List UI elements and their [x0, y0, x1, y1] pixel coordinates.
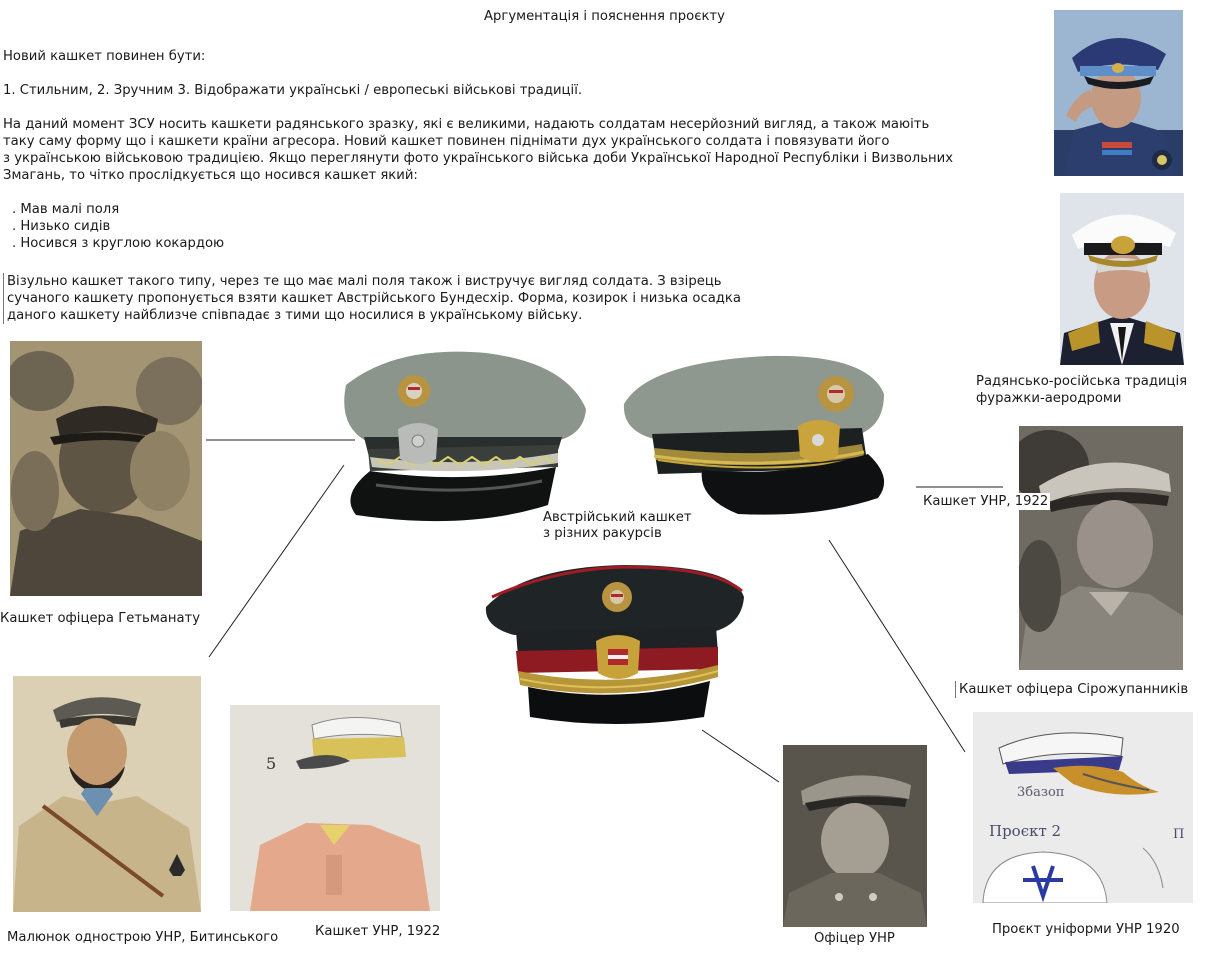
- caption-austrian: Австрійський кашкет: [543, 510, 692, 525]
- paragraph-line: таку саму форму що і кашкети країни агресора. Новий кашкет повинен піднімати дух українського солдата і повязувати його: [3, 134, 890, 149]
- austrian-cap-dress-image: [484, 561, 746, 731]
- austrian-cap-front-image: [336, 345, 590, 535]
- caption-soviet: фуражки-аеродроми: [976, 391, 1122, 406]
- bytynsky-drawing: [13, 676, 201, 912]
- soviet-general-photo: [1054, 10, 1183, 176]
- feature-item: . Мав малі поля: [12, 202, 120, 217]
- caption-project-1920: Проєкт уніформи УНР 1920: [992, 922, 1180, 937]
- caption-austrian: з різних ракурсів: [543, 526, 662, 541]
- sketch-side-letter: П: [1173, 827, 1185, 842]
- page-title: Аргументація і пояснення проєкту: [484, 9, 725, 24]
- austrian-cap-side-image: [618, 348, 894, 528]
- caption-soviet: Радянсько-російська традиція: [976, 374, 1188, 389]
- caption-sich: Кашкет офіцера Сірожупанників: [955, 681, 1188, 698]
- unr-1922-photo: [1019, 426, 1183, 670]
- hetmanate-officer-photo: [10, 341, 202, 596]
- unr-officer-photo: [783, 745, 927, 927]
- paragraph-line: даного кашкету найблизче співпадає з тими що носилися в українському війську.: [3, 307, 582, 324]
- unr-1922-sketch: [230, 705, 440, 911]
- caption-hetmanate: Кашкет офіцера Гетьманату: [0, 611, 201, 626]
- soviet-admiral-photo: [1060, 193, 1184, 365]
- caption-bytynsky: Малюнок однострою УНР, Битинського: [7, 930, 279, 945]
- requirements-text: 1. Стильним, 2. Зручним 3. Відображати українські / европеські військові традиції.: [3, 83, 583, 98]
- intro-text: Новий кашкет повинен бути:: [3, 49, 206, 64]
- caption-unr-1922-left: Кашкет УНР, 1922: [315, 924, 441, 939]
- sketch-project-word: Проєкт 2: [989, 822, 1062, 840]
- sketch-number: 5: [266, 754, 277, 773]
- paragraph-line: Візульно кашкет такого типу, через те що має малі поля також і вистручує вигляд солдата. З взірець: [3, 273, 722, 290]
- caption-unr-1922-right: Кашкет УНР, 1922: [923, 494, 1049, 509]
- paragraph-line: Змагань, то чітко прослідкується що носився кашкет який:: [3, 168, 418, 183]
- caption-officer: Офіцер УНР: [814, 931, 895, 946]
- feature-item: . Низько сидів: [12, 219, 111, 234]
- sketch-plate-word: 3базоп: [1017, 785, 1065, 800]
- paragraph-line: сучаного кашкету пропонується взяти кашкет Австрійського Бундесхір. Форма, козирок і низька осадка: [3, 290, 741, 307]
- feature-item: . Носився з круглою кокардою: [12, 236, 225, 251]
- paragraph-line: На даний момент ЗСУ носить кашкети радянського зразку, які є великими, надають солдатам несерйозний вигляд, а також маюіть: [3, 117, 930, 132]
- paragraph-line: з українською військовою традицією. Якщо переглянути фото українського війська доби Української Народної Республіки і Визвольних: [3, 151, 953, 166]
- unr-1920-project-sketch: [973, 712, 1193, 903]
